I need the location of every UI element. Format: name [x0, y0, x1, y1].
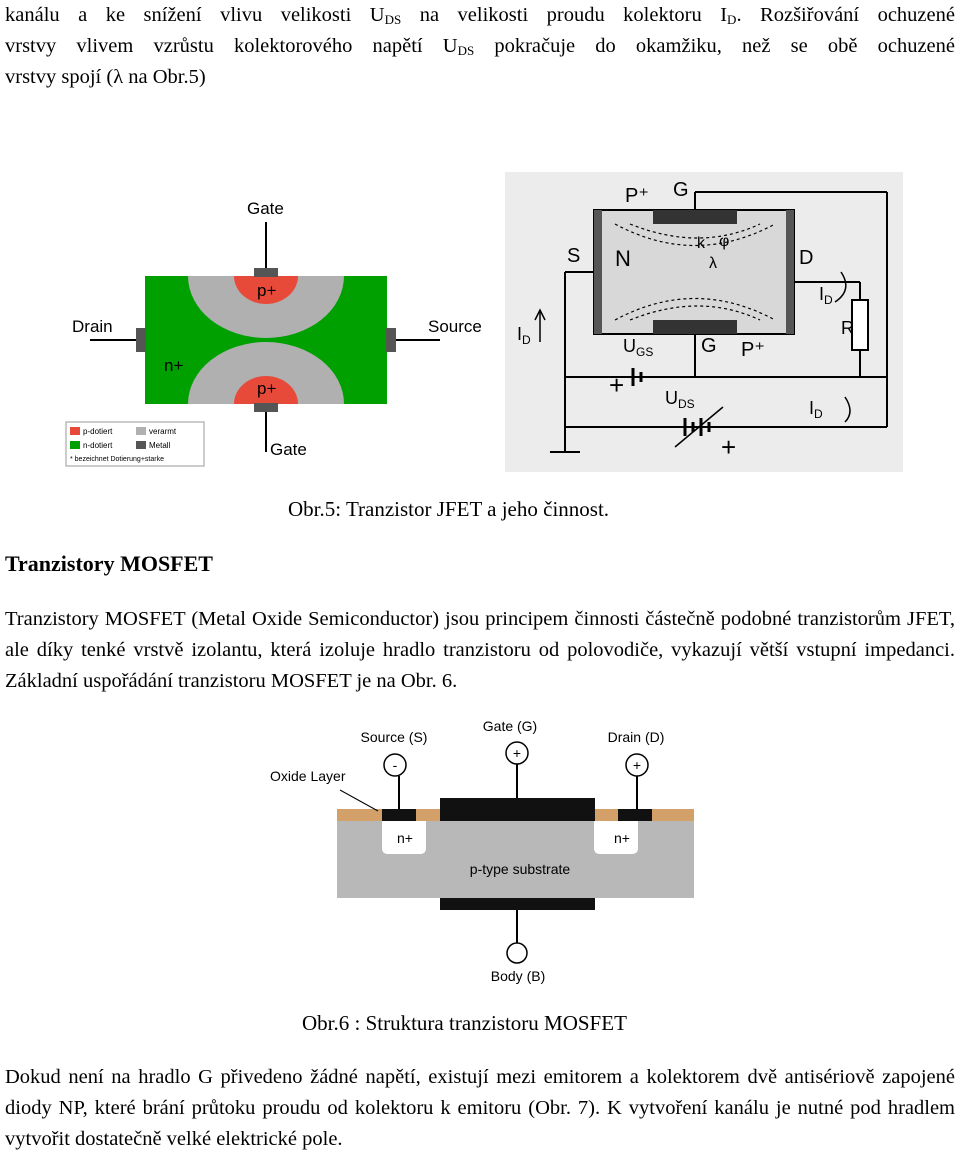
n-label: N	[615, 246, 631, 271]
closing-paragraph: Dokud není na hradlo G přivedeno žádné napětí, existují mezi emitorem a kolektorem dvě antisériově zapojené diody NP, které brání průtoku proudu od kolektoru k emitoru (Obr. 7). K vytvoření kanálu je nutné pod hradlem vytvořit dostatečně velké elektrické pole.	[5, 1066, 955, 1150]
p-plus-label-bottom: p+	[257, 379, 277, 398]
drain-plate	[786, 210, 794, 334]
g-top-label: G	[673, 179, 689, 201]
gate-electrode	[440, 798, 595, 821]
lambda-label: λ	[709, 255, 717, 272]
drain-sign: +	[632, 757, 642, 773]
substrate-label: p-type substrate	[469, 861, 571, 877]
p-plus-label-top: p+	[257, 281, 277, 300]
source-plate	[594, 210, 602, 334]
ugs-label: $U_{GS}$	[623, 336, 654, 359]
phi-label: φ	[719, 233, 730, 250]
p-plus-bottom-label: P⁺	[741, 339, 765, 361]
legend-depleted: verarmt	[149, 427, 177, 436]
p-plus-top-label: P⁺	[625, 185, 649, 207]
id-bottom-label: $I_D$	[809, 398, 823, 421]
source-label: Source	[428, 317, 482, 336]
n-plus-right-label: n+	[614, 830, 630, 846]
mosfet-intro-paragraph: Tranzistory MOSFET (Metal Oxide Semiconductor) jsou principem činnosti částečně podobné tranzistorům JFET, ale díky tenké vrstvě izolantu, která izoluje hradlo tranzistoru od polovodiče, vykazují větší vstupní impedanci. Základní uspořádání tranzistoru MOSFET je na Obr. 6.	[5, 608, 955, 692]
drain-label: Drain	[72, 317, 113, 336]
drain-label: Drain (D)	[607, 729, 665, 745]
id-right-label: $I_D$	[819, 284, 833, 307]
body-label: Body (B)	[490, 968, 546, 984]
source-contact	[382, 809, 416, 821]
r-label: R	[841, 318, 854, 338]
intro-line-3: vrstvy spojí (λ na Obr.5)	[5, 66, 206, 88]
n-plus-left-label: n+	[397, 830, 413, 846]
gate-bottom-plate	[653, 320, 737, 334]
body-terminal	[507, 943, 527, 963]
gate-contact-bottom	[254, 403, 278, 412]
legend-n-doped: n-dotiert	[83, 441, 113, 450]
legend-p-doped: p-dotiert	[83, 427, 113, 436]
fig5-caption: Obr.5: Tranzistor JFET a jeho činnost.	[288, 497, 610, 521]
id-left-label: $I_D$	[517, 324, 531, 347]
intro-paragraph	[5, 0, 955, 93]
resistor-r	[852, 300, 868, 350]
n-plus-label: n+	[164, 356, 184, 375]
gate-label-top: Gate	[247, 199, 284, 218]
oxide-layer-label: Oxide Layer	[270, 768, 346, 784]
s-label: S	[567, 245, 581, 267]
jfet-circuit-diagram	[505, 172, 903, 472]
legend	[66, 422, 204, 466]
section-heading: Tranzistory MOSFET	[5, 551, 213, 576]
gate-label: Gate (G)	[482, 718, 538, 734]
semiconductor-block	[594, 210, 794, 334]
gate-contact-top	[254, 268, 278, 277]
intro-line-2: vrstvy vlivem vzrůstu kolektorového napětí $U_{DS}$ pokračuje do okamžiku, než se obě ochuzené	[5, 35, 955, 58]
drain-contact	[618, 809, 652, 821]
jfet-cross-section-diagram	[60, 190, 490, 480]
gate-sign: +	[512, 745, 522, 761]
intro-line-1: kanálu a ke snížení vlivu velikosti $U_{DS}$ na velikosti proudu kolektoru $I_D$. Rozšiřování ochuzené	[5, 4, 955, 27]
plus-left-label: +	[609, 370, 625, 400]
mosfet-structure-diagram	[260, 710, 710, 995]
legend-note: * bezeichnet Dotierung+starke	[70, 456, 164, 463]
legend-metal: Metall	[149, 441, 171, 450]
plus-right-label: +	[721, 432, 737, 462]
drain-contact	[136, 328, 146, 352]
g-bottom-label: G	[701, 335, 717, 357]
source-sign: -	[392, 757, 398, 773]
body-contact	[440, 898, 595, 910]
uds-label: $U_{DS}$	[665, 388, 695, 411]
source-contact	[386, 328, 396, 352]
gate-label-bottom: Gate	[270, 440, 307, 459]
d-label: D	[799, 247, 814, 269]
oxide-pointer	[340, 790, 378, 811]
source-label: Source (S)	[360, 729, 428, 745]
fig6-caption: Obr.6 : Struktura tranzistoru MOSFET	[302, 1011, 627, 1035]
k-label: k	[697, 235, 705, 252]
gate-top-plate	[653, 210, 737, 224]
